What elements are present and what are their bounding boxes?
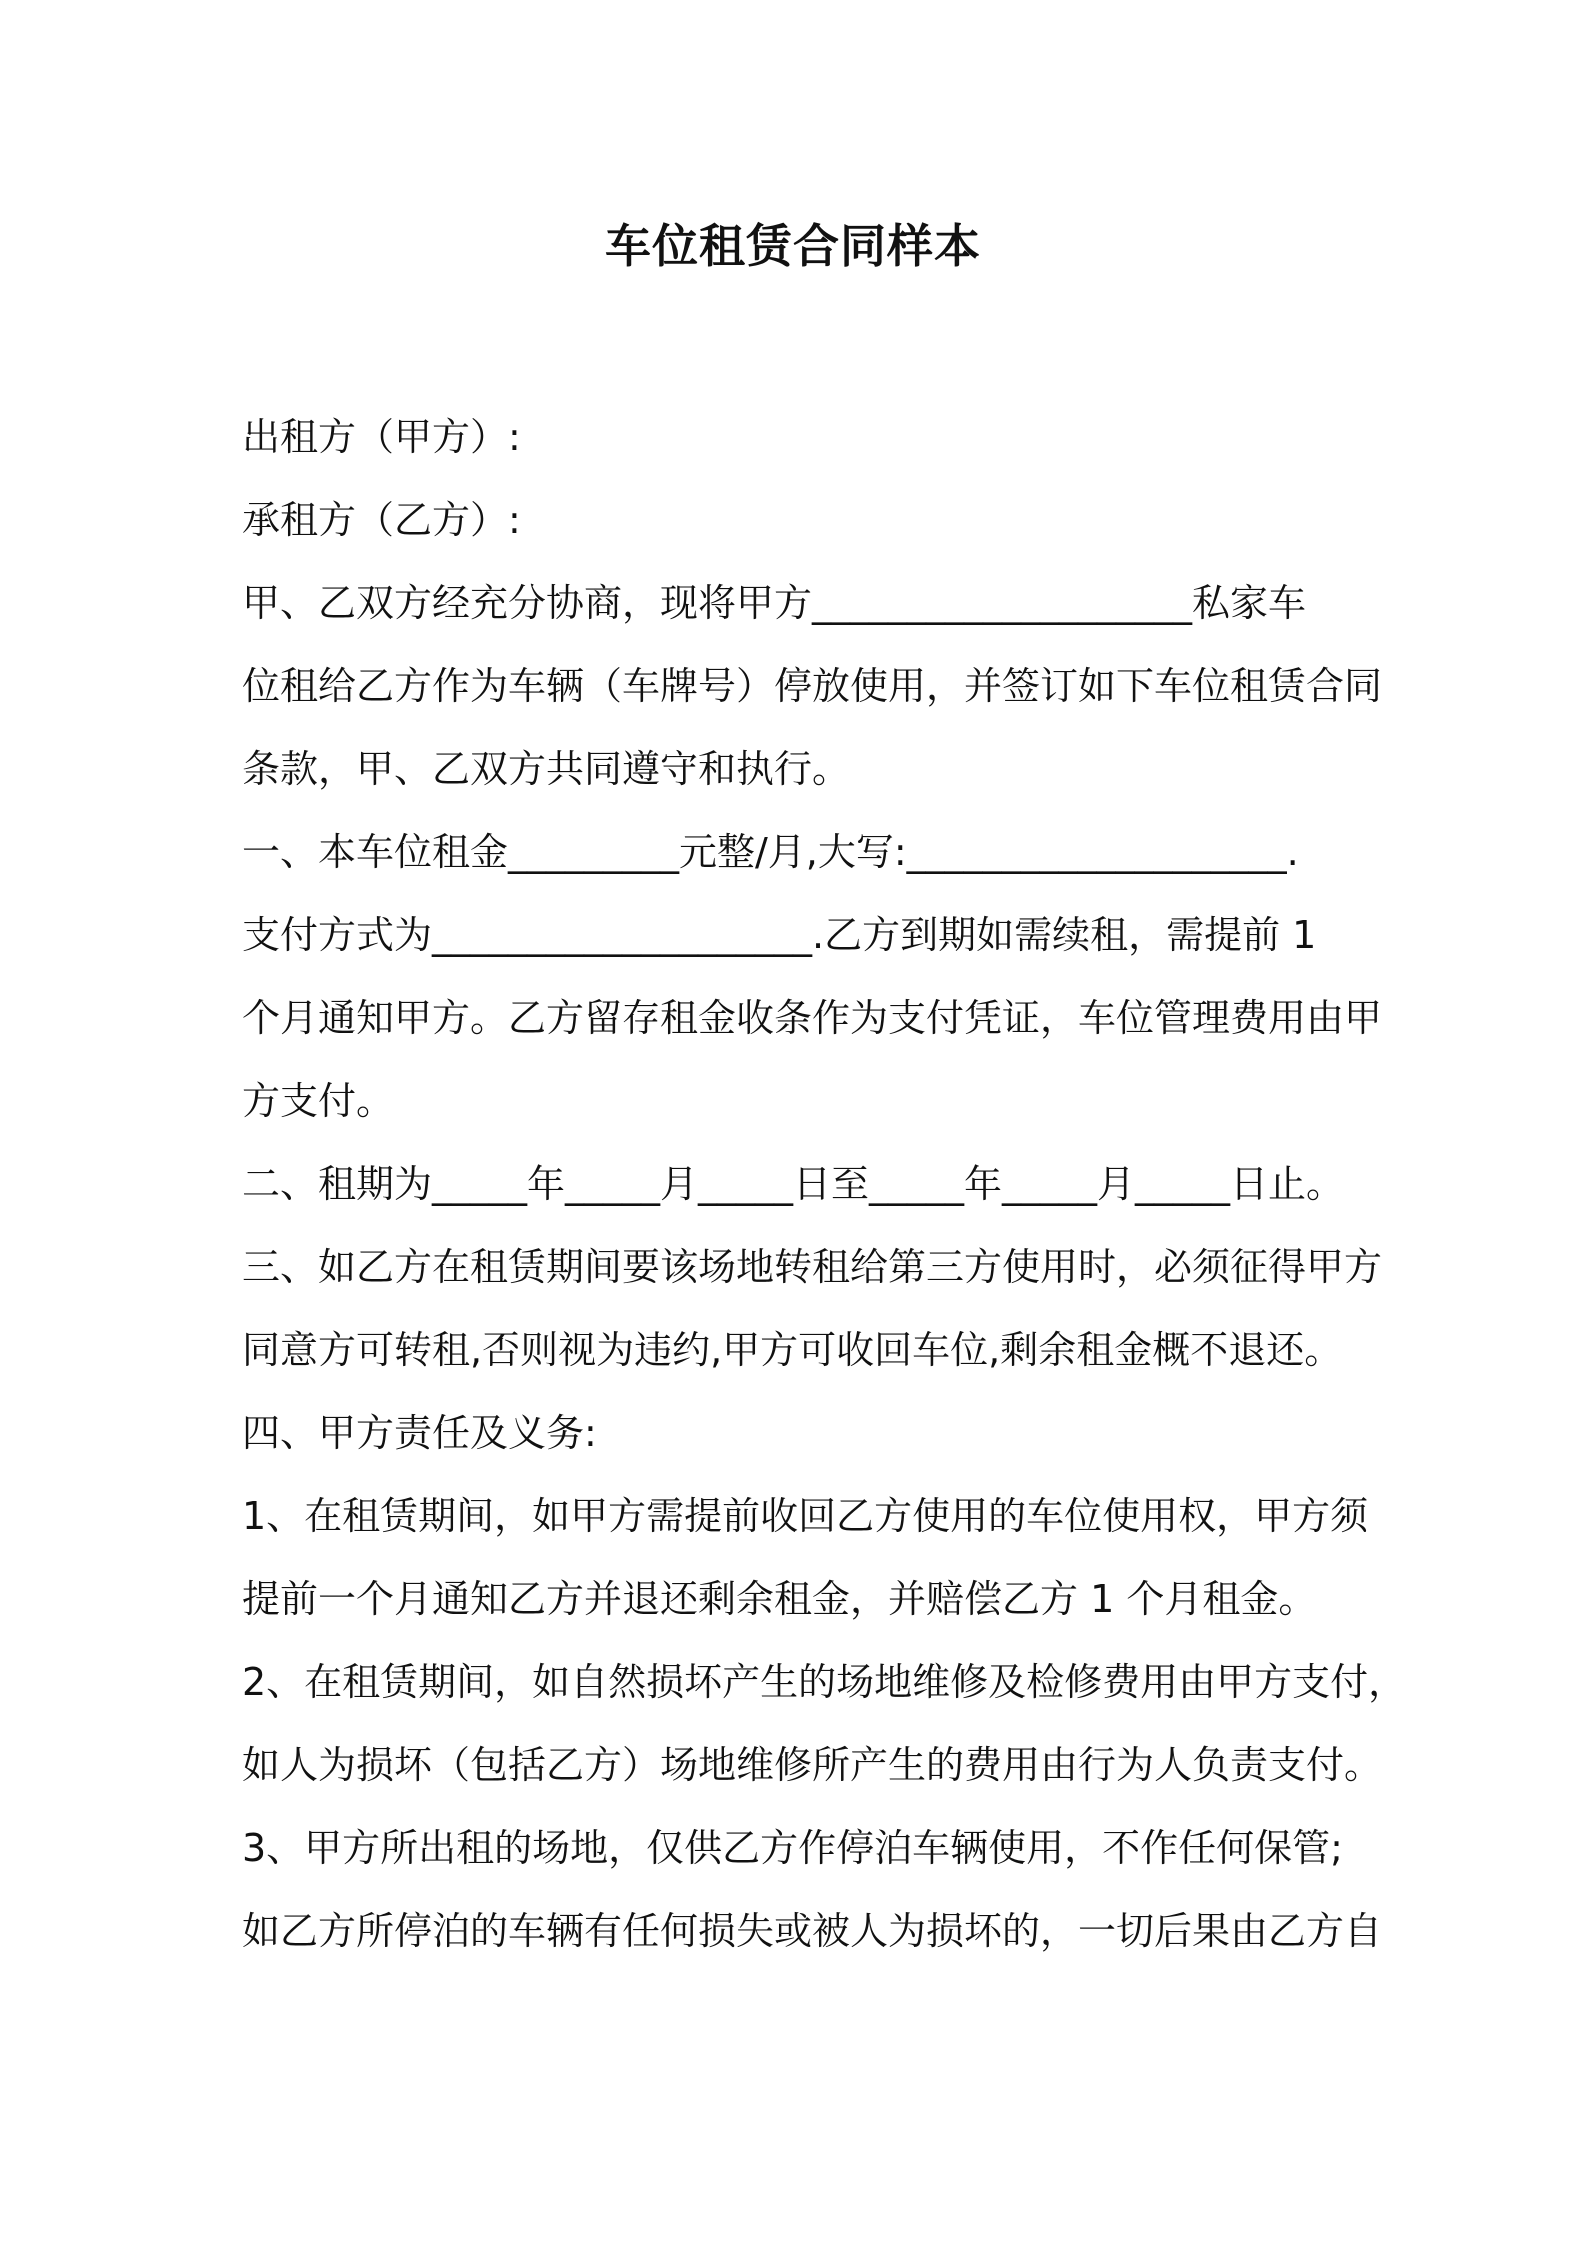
line-text: 二、租期为_____年_____月_____日至_____年_____月_____日止。	[242, 1162, 1345, 1206]
text-line-clause-1-end	[242, 1068, 1362, 1151]
line-text: 位租给乙方作为车辆（车牌号）停放使用，并签订如下车位租赁合同	[242, 664, 1383, 708]
line-text: 提前一个月通知乙方并退还剩余租金，并赔偿乙方 1 个月租金。	[242, 1577, 1317, 1621]
text-line-clause-3-end	[242, 1317, 1362, 1400]
text-line-lessor	[242, 404, 1362, 487]
line-text: 如乙方所停泊的车辆有任何损失或被人为损坏的，一切后果由乙方自	[242, 1909, 1383, 1953]
text-line-clause-1-payment	[242, 902, 1362, 985]
text-line-intro-1	[242, 570, 1362, 653]
text-line-item-2	[242, 1649, 1407, 1732]
text-line-clause-2	[242, 1151, 1362, 1234]
contract-body	[242, 404, 1407, 1981]
line-text: 个月通知甲方。乙方留存租金收条作为支付凭证，车位管理费用由甲	[242, 996, 1383, 1040]
text-line-clause-1	[242, 819, 1362, 902]
text-line-item-2-end	[242, 1732, 1383, 1815]
line-text: 方支付。	[242, 1079, 395, 1123]
text-line-item-1-end	[242, 1566, 1362, 1649]
text-line-clause-4-heading	[242, 1400, 1362, 1483]
text-line-clause-1-notice	[242, 985, 1383, 1068]
line-text: 条款，甲、乙双方共同遵守和执行。	[242, 747, 851, 791]
line-text: 1、在租赁期间，如甲方需提前收回乙方使用的车位使用权，甲方须	[242, 1494, 1369, 1538]
line-text: 3、甲方所出租的场地，仅供乙方作停泊车辆使用，不作任何保管;	[242, 1826, 1343, 1870]
line-text: 如人为损坏（包括乙方）场地维修所产生的费用由行为人负责支付。	[242, 1743, 1383, 1787]
text-line-clause-3	[242, 1234, 1383, 1317]
text-line-item-3-continued	[242, 1898, 1383, 1981]
line-text: 一、本车位租金_________元整/月,大写:____________________.	[242, 830, 1299, 874]
text-line-intro-2	[242, 653, 1383, 736]
text-line-lessee	[242, 487, 1362, 570]
text-line-item-3	[242, 1815, 1362, 1898]
line-text: 同意方可转租,否则视为违约,甲方可收回车位,剩余租金概不退还。	[242, 1328, 1343, 1372]
text-line-item-1	[242, 1483, 1369, 1566]
line-text: 四、甲方责任及义务:	[242, 1411, 597, 1455]
line-text: 甲、乙双方经充分协商，现将甲方____________________私家车	[242, 581, 1307, 625]
line-text: 承租方（乙方）:	[242, 498, 521, 542]
line-text: 2、在租赁期间，如自然损坏产生的场地维修及检修费用由甲方支付，	[242, 1660, 1407, 1704]
line-text: 支付方式为____________________.乙方到期如需续租，需提前 1	[242, 913, 1317, 957]
line-text: 三、如乙方在租赁期间要该场地转租给第三方使用时，必须征得甲方	[242, 1245, 1383, 1289]
text-line-intro-3	[242, 736, 1362, 819]
page-title: 车位租赁合同样本	[605, 219, 981, 273]
line-text: 出租方（甲方）:	[242, 415, 521, 459]
